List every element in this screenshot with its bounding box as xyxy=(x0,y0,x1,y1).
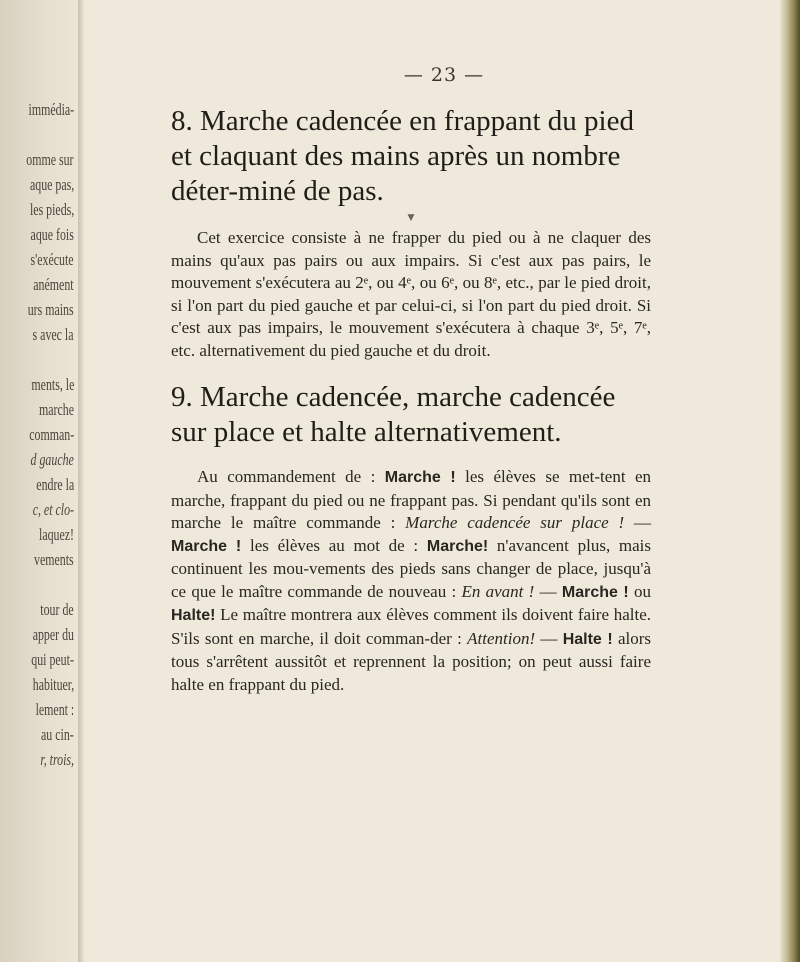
command-word: Halte! xyxy=(171,607,216,624)
margin-fragment: immédia- xyxy=(28,100,74,119)
text-run: — xyxy=(534,581,562,601)
text-run: n'avancent plus, mais continuent les mou-vements des pieds sans changer de place, jusqu'à ce que le maître commande de nouveau : xyxy=(171,535,652,601)
section-9-paragraph xyxy=(171,466,651,696)
section-8-paragraph: Cet exercice consiste à ne frapper du pied ou à ne claquer des mains qu'aux pas pairs ou aux impairs. Si c'est aux pas pairs, le mouvement s'exécutera au 2ᵉ, ou 4ᵉ, ou 6ᵉ, ou 8ᵉ, etc., par le pied droit, si l'on part du pied gauche et par celui-ci, si l'on part du pied droit. Si c'est aux pas impairs, le mouvement s'exécutera à chaque 3ᵉ, 5ᵉ, 7ᵉ, etc. alternativement du pied gauche et du droit. xyxy=(171,228,651,360)
section-9-title: 9. Marche cadencée, marche cadencée sur place et halte alternativement. xyxy=(171,381,616,448)
book-edge xyxy=(780,0,800,962)
previous-page-margin xyxy=(0,0,80,962)
command-word: Marche! xyxy=(426,537,489,555)
margin-fragment: ments, le xyxy=(31,375,74,394)
margin-fragment: d gauche xyxy=(30,450,74,469)
command-word: Marche ! xyxy=(384,469,456,486)
margin-fragment: comman- xyxy=(29,425,74,444)
margin-fragment: tour de xyxy=(40,600,74,619)
italic-command: Attention! xyxy=(467,628,536,648)
margin-fragment: les pieds, xyxy=(29,200,74,219)
text-run: — xyxy=(624,513,652,532)
margin-fragment: aque fois xyxy=(30,225,74,244)
section-9 xyxy=(171,380,651,696)
text-run: ou xyxy=(628,581,652,601)
margin-fragment: au cin- xyxy=(41,725,74,744)
text-run: alors tous s'arrêtent aussitôt et reprennent la position; on peut aussi faire halte en frappant du pied. xyxy=(171,628,651,694)
margin-fragment: s'exécute xyxy=(30,250,74,269)
margin-fragment: anément xyxy=(33,275,74,294)
page xyxy=(84,0,780,962)
command-word: Marche ! xyxy=(171,537,242,555)
italic-command: En avant ! xyxy=(461,581,535,601)
margin-fragment: r, trois, xyxy=(40,750,74,769)
margin-fragment: lement : xyxy=(35,700,74,719)
margin-fragment: marche xyxy=(38,400,74,419)
margin-fragment: habituer, xyxy=(32,675,74,694)
margin-fragment: apper du xyxy=(32,625,74,644)
margin-fragment: c, et clo- xyxy=(32,500,74,519)
text-run: les élèves se met-tent en marche, frappant du pied ou ne frappant pas. Si pendant qu'ils sont en marche le maître commande : xyxy=(171,467,651,532)
command-word: Marche ! xyxy=(561,583,629,601)
margin-fragment: endre la xyxy=(36,475,74,494)
section-8-title: 8. Marche cadencée en frappant du pied et claquant des mains après un nombre déter-miné de pas. xyxy=(171,105,634,207)
italic-command: Marche cadencée sur place ! xyxy=(405,513,625,532)
margin-fragment: vements xyxy=(34,550,74,569)
margin-fragment: qui peut- xyxy=(31,650,74,669)
margin-fragment: urs mains xyxy=(28,300,74,319)
page-number: — 23 — xyxy=(403,64,485,86)
margin-fragment: omme sur xyxy=(26,150,74,169)
text-run: les élèves au mot de : xyxy=(241,535,427,555)
page-content xyxy=(171,104,651,696)
section-8 xyxy=(171,104,651,362)
text-run: — xyxy=(535,628,563,648)
ornament-icon: ▼ xyxy=(407,213,415,223)
text-run: Au commandement de : xyxy=(197,467,385,486)
command-word: Halte ! xyxy=(562,630,613,648)
margin-fragment: aque pas, xyxy=(29,175,74,194)
margin-fragment: laquez! xyxy=(38,525,74,544)
text-run: Le maître montrera aux élèves comment ils doivent faire halte. S'ils sont en marche, il doit comman-der : xyxy=(171,605,651,648)
margin-fragment: s avec la xyxy=(33,325,74,344)
